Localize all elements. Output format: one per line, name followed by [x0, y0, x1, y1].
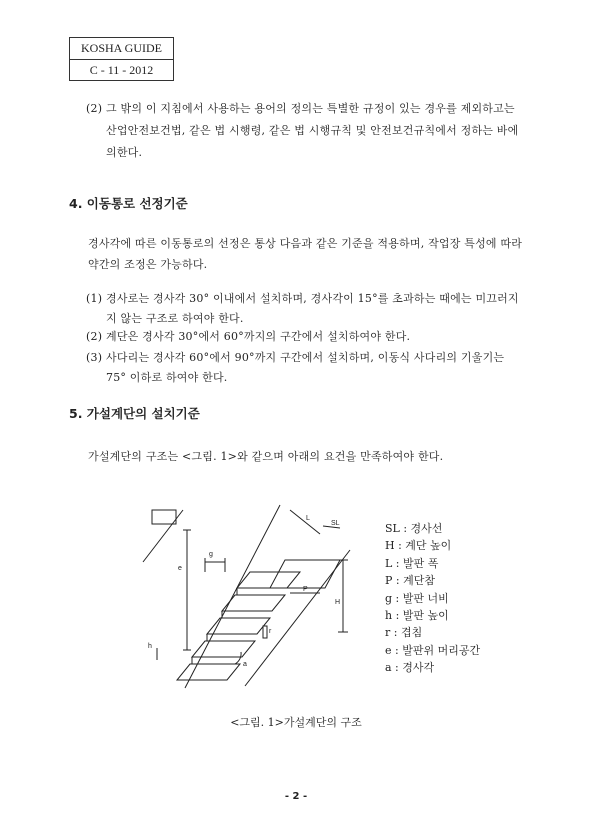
item-text: 계단은 경사각 30°에서 60°까지의 구간에서 설치하여야 한다.	[106, 330, 411, 343]
label-g: g	[209, 551, 213, 558]
guide-code: C - 11 - 2012	[70, 59, 173, 81]
legend-item: a : 경사각	[385, 661, 435, 675]
item-text: 그 밖의 이 지침에서 사용하는 용어의 정의는 특별한 규정이 있는 경우를 제외하고는 산업안전보건법, 같은 법 시행령, 같은 법 시행규칙 및 안전보건규칙에서 정하는 바에 의한다.	[106, 102, 519, 159]
section-4-item-1	[86, 289, 536, 329]
overlap-mark	[263, 626, 267, 638]
item-number: (1)	[86, 292, 103, 305]
label-P: P	[303, 586, 308, 593]
section-4-item-3	[86, 348, 536, 388]
label-H: H	[335, 599, 341, 606]
landing-platform	[270, 560, 340, 588]
legend-item: H : 계단 높이	[385, 539, 452, 553]
item-text: 사다리는 경사각 60°에서 90°까지 구간에서 설치하며, 이동식 사다리의 기울기는 75° 이하로 하여야 한다.	[106, 351, 505, 384]
section-5-paragraph: 가설계단의 구조는 <그림. 1>와 같으며 아래의 요건을 만족하여야 한다.	[88, 450, 444, 463]
label-h: h	[148, 643, 152, 650]
legend-item: e : 발판위 머리공간	[385, 643, 481, 657]
section-5-heading: 5. 가설계단의 설치기준	[69, 406, 200, 421]
section-4-heading: 4. 이동통로 선정기준	[69, 196, 188, 211]
label-a: a	[243, 661, 247, 668]
item-number: (2)	[86, 330, 103, 343]
item-number: (3)	[86, 351, 103, 364]
guide-name: KOSHA GUIDE	[81, 41, 162, 55]
slope-angle-arc	[235, 652, 241, 664]
tread-2	[222, 595, 285, 611]
label-SL: SL	[331, 520, 340, 527]
item-text: 경사로는 경사각 30° 이내에서 설치하며, 경사각이 15°를 초과하는 때에는 미끄러지지 않는 구조로 하여야 한다.	[106, 292, 519, 325]
label-e: e	[178, 565, 182, 572]
figure-caption: <그림. 1>가설계단의 구조	[230, 716, 362, 729]
legend-item: SL : 경사선	[385, 522, 443, 535]
upper-slope-line	[143, 510, 183, 562]
legend-item: L : 발판 폭	[385, 556, 439, 570]
document-code-box	[69, 37, 174, 81]
item-number: (2)	[86, 102, 103, 115]
width-dimension-line	[290, 510, 320, 534]
outer-rail-line	[185, 505, 280, 688]
label-L: L	[306, 515, 310, 522]
legend-item: h : 발판 높이	[385, 609, 449, 623]
legend-item: P : 계단참	[385, 574, 435, 588]
page-number: - 2 -	[284, 791, 308, 802]
head-clearance-box	[152, 510, 176, 524]
stair-structure-diagram	[135, 500, 365, 690]
tread-3	[207, 618, 270, 634]
label-r: r	[269, 628, 272, 635]
figure-legend	[385, 520, 480, 677]
tread-5	[177, 664, 240, 680]
section-4-paragraph: 경사각에 따른 이동통로의 선정은 통상 다음과 같은 기준을 적용하며, 작업장 특성에 따라 약간의 조정은 가능하다.	[88, 237, 523, 271]
tread-4	[192, 641, 255, 657]
tread-1	[237, 572, 300, 588]
legend-item: r : 겹침	[385, 626, 423, 640]
legend-item: g : 발판 너비	[385, 591, 449, 605]
definitions-item	[86, 98, 536, 158]
section-4-item-2	[86, 327, 536, 347]
